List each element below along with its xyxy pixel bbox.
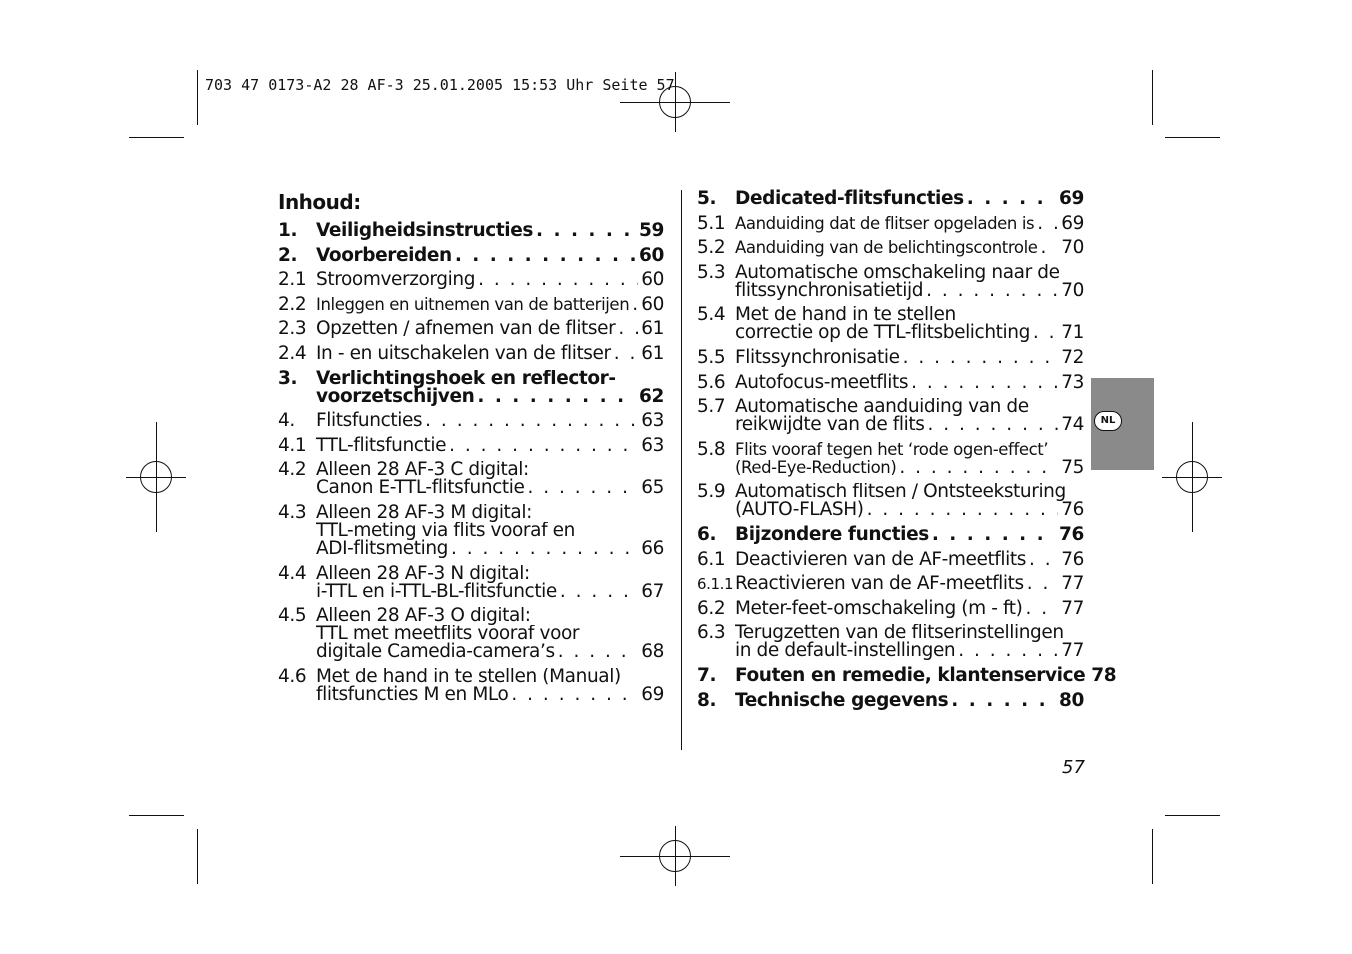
toc-entry-page: 69 bbox=[1059, 188, 1084, 209]
toc-entry-page: 78 bbox=[1091, 664, 1117, 686]
toc-entry bbox=[278, 434, 664, 456]
toc-entry-page: 77 bbox=[1061, 597, 1084, 619]
dot-leader bbox=[478, 271, 638, 289]
toc-entry-page: 60 bbox=[641, 293, 664, 315]
toc-entry-number: 5.2 bbox=[697, 237, 726, 259]
toc-entry bbox=[278, 665, 664, 705]
toc-entry-title-line: flitsfuncties M en MLo bbox=[316, 683, 509, 705]
dot-leader bbox=[618, 320, 638, 338]
toc-entry-title-line: Fouten en remedie, klantenservice bbox=[735, 664, 1086, 686]
toc-entry bbox=[278, 222, 664, 240]
toc-entry-title-line: reikwijdte van de flits bbox=[735, 414, 925, 436]
language-badge: NL bbox=[1094, 411, 1122, 431]
toc-entry-title-line: (AUTO-FLASH) bbox=[735, 499, 864, 521]
toc-entry bbox=[697, 212, 1084, 234]
toc-entry-title-line: digitale Camedia-camera’s bbox=[316, 641, 555, 663]
toc-entry-page: 68 bbox=[641, 641, 664, 663]
toc-entry-title-line: in de default-instellingen bbox=[735, 640, 956, 662]
toc-entry-page: 67 bbox=[641, 580, 664, 602]
toc-entry bbox=[697, 624, 1084, 660]
toc-entry bbox=[278, 501, 664, 559]
toc-entry-page: 66 bbox=[641, 537, 664, 559]
toc-entry bbox=[697, 261, 1084, 301]
toc-entry-page: 70 bbox=[1061, 279, 1084, 301]
toc-entry-page: 73 bbox=[1061, 371, 1084, 393]
toc-entry-page: 60 bbox=[639, 244, 664, 266]
toc-entry-number: 2.2 bbox=[278, 293, 307, 315]
dot-leader bbox=[903, 349, 1059, 367]
toc-entry bbox=[278, 244, 664, 266]
toc-entry-number: 4.6 bbox=[278, 665, 307, 687]
toc-entry-number: 6. bbox=[697, 523, 717, 545]
toc-entry-page: 77 bbox=[1061, 640, 1084, 662]
toc-entry-title-line: Met de hand in te stellen bbox=[735, 306, 956, 325]
toc-entry-number: 6.1.1 bbox=[697, 575, 734, 594]
toc-entry-page: 69 bbox=[1061, 212, 1084, 234]
toc-entry-title-line: Technische gegevens bbox=[735, 689, 949, 711]
toc-entry-title-line: Terugzetten van de flitserinstellingen bbox=[735, 624, 1064, 643]
toc-entry-number: 4.2 bbox=[278, 459, 307, 481]
dot-leader bbox=[1041, 239, 1059, 257]
toc-entry-number: 7. bbox=[697, 664, 717, 686]
toc-entry bbox=[697, 664, 1117, 686]
toc-entry-number: 5.6 bbox=[697, 371, 726, 393]
page-title: Inhoud: bbox=[278, 190, 361, 214]
dot-leader bbox=[928, 416, 1059, 434]
toc-entry-number: 4.3 bbox=[278, 501, 307, 523]
toc-entry bbox=[697, 548, 1084, 570]
toc-entry-title-line: Flits vooraf tegen het ‘rode ogen-effect’ bbox=[735, 440, 1049, 459]
toc-entry-number: 3. bbox=[278, 367, 298, 389]
toc-entry-number: 2.1 bbox=[278, 269, 307, 291]
toc-entry-title-line: Autofocus-meetflits bbox=[735, 371, 909, 393]
toc-entry-title-line: Reactivieren van de AF-meetflits bbox=[735, 573, 1024, 595]
toc-entry bbox=[278, 320, 664, 338]
toc-entry-title-line: Alleen 28 AF-3 O digital: bbox=[316, 607, 531, 626]
toc-entry-page: 61 bbox=[641, 342, 664, 364]
toc-entry-page: 69 bbox=[641, 683, 664, 705]
toc-entry bbox=[697, 597, 1084, 619]
toc-entry-number: 4.4 bbox=[278, 562, 307, 584]
toc-entry-number: 5.3 bbox=[697, 261, 726, 283]
toc-entry-title-line: Flitssynchronisatie bbox=[735, 346, 900, 368]
toc-entry bbox=[278, 367, 664, 407]
toc-entry-page: 62 bbox=[639, 385, 664, 407]
toc-entry-page: 80 bbox=[1059, 689, 1084, 711]
toc-entry-page: 60 bbox=[641, 269, 664, 291]
toc-entry-page: 72 bbox=[1061, 346, 1084, 368]
toc-entry-number: 5.1 bbox=[697, 212, 726, 234]
toc-entry bbox=[697, 575, 1084, 593]
toc-entry-title-line: Deactivieren van de AF-meetflits bbox=[735, 548, 1026, 570]
toc-entry-page: 65 bbox=[641, 477, 664, 499]
crop-mark bbox=[129, 815, 184, 816]
dot-leader bbox=[528, 479, 639, 497]
toc-entry-number: 5. bbox=[697, 188, 717, 209]
toc-entry-title-line: Veiligheidsinstructies bbox=[316, 220, 534, 241]
crop-mark bbox=[1165, 815, 1220, 816]
toc-entry-title-line: In - en uitschakelen van de flitser bbox=[316, 342, 611, 364]
toc-entry-page: 76 bbox=[1061, 499, 1084, 521]
toc-entry-title-line: TTL met meetflits vooraf voor bbox=[316, 625, 580, 644]
toc-entry-title-line: ADI-flitsmeting bbox=[316, 537, 448, 559]
toc-entry-number: 2.3 bbox=[278, 318, 307, 340]
toc-entry-page: 71 bbox=[1061, 322, 1084, 344]
dot-leader bbox=[425, 412, 638, 430]
toc-entry-title-line: Alleen 28 AF-3 C digital: bbox=[316, 461, 529, 480]
toc-entry-number: 2.4 bbox=[278, 342, 307, 364]
crop-mark bbox=[129, 137, 184, 138]
toc-entry-page: 76 bbox=[1059, 523, 1084, 545]
toc-entry bbox=[697, 398, 1084, 434]
page-number: 57 bbox=[1062, 757, 1085, 778]
crop-mark bbox=[197, 70, 198, 125]
toc-entry bbox=[697, 438, 1084, 478]
toc-entry-title-line: Aanduiding van de belichtingscontrole bbox=[735, 238, 1038, 258]
dot-leader bbox=[536, 222, 636, 240]
dot-leader bbox=[1037, 215, 1058, 233]
toc-entry-page: 70 bbox=[1061, 237, 1084, 259]
toc-entry-title-line: Inleggen en uitnemen van de batterijen bbox=[316, 294, 630, 314]
toc-entry bbox=[697, 371, 1084, 393]
dot-leader bbox=[511, 686, 638, 704]
dot-leader bbox=[455, 247, 636, 265]
toc-entry-title-line: Automatische omschakeling naar de bbox=[735, 263, 1060, 282]
dot-leader bbox=[449, 437, 638, 455]
toc-entry bbox=[697, 239, 1084, 257]
toc-entry-page: 74 bbox=[1061, 414, 1084, 436]
toc-entry-title-line: Voorbereiden bbox=[316, 244, 452, 266]
toc-entry bbox=[278, 342, 664, 364]
column-divider bbox=[681, 190, 682, 750]
dot-leader bbox=[451, 540, 638, 558]
toc-entry-title-line: Flitsfuncties bbox=[316, 410, 423, 432]
toc-entry bbox=[278, 461, 664, 497]
toc-entry-title-line: Alleen 28 AF-3 N digital: bbox=[316, 564, 530, 583]
dot-leader bbox=[560, 583, 638, 601]
toc-entry bbox=[278, 293, 664, 315]
print-slug: 703 47 0173-A2 28 AF-3 25.01.2005 15:53 Uhr Seite 57 bbox=[205, 76, 675, 94]
dot-leader bbox=[1027, 575, 1058, 593]
toc-entry-title-line: TTL-meting via flits vooraf en bbox=[316, 521, 575, 540]
dot-leader bbox=[614, 345, 639, 363]
dot-leader bbox=[1029, 551, 1058, 569]
toc-entry-title-line: Automatische aanduiding van de bbox=[735, 398, 1029, 417]
toc-entry-number: 6.2 bbox=[697, 597, 726, 619]
dot-leader bbox=[1033, 324, 1058, 342]
toc-entry-title-line: Verlichtingshoek en reflector- bbox=[316, 369, 616, 388]
dot-leader bbox=[477, 388, 636, 406]
toc-entry bbox=[278, 412, 664, 430]
toc-entry-page: 63 bbox=[641, 410, 664, 432]
toc-entry-number: 6.3 bbox=[697, 622, 726, 644]
toc-entry-page: 61 bbox=[641, 318, 664, 340]
crop-mark bbox=[197, 829, 198, 884]
toc-entry-page: 63 bbox=[641, 434, 664, 456]
toc-entry-number: 5.7 bbox=[697, 396, 726, 418]
toc-entry-title-line: Aanduiding dat de flitser opgeladen is bbox=[735, 213, 1035, 233]
toc-entry-title-line: voorzetschijven bbox=[316, 385, 475, 407]
toc-entry-number: 4.5 bbox=[278, 605, 307, 627]
dot-leader bbox=[899, 459, 1058, 477]
toc-entry-number: 4. bbox=[278, 410, 295, 432]
toc-entry-number: 5.9 bbox=[697, 481, 726, 503]
toc-entry-page: 76 bbox=[1061, 548, 1084, 570]
dot-leader bbox=[926, 282, 1058, 300]
dot-leader bbox=[558, 643, 639, 661]
dot-leader bbox=[958, 642, 1058, 660]
toc-entry-title-line: (Red-Eye-Reduction) bbox=[735, 457, 897, 477]
toc-entry-title-line: Met de hand in te stellen (Manual) bbox=[316, 667, 621, 686]
toc-entry bbox=[278, 562, 664, 602]
toc-entry-number: 2. bbox=[278, 244, 298, 266]
toc-entry-title-line: Bijzondere functies bbox=[735, 523, 929, 545]
toc-entry-number: 5.5 bbox=[697, 346, 726, 368]
toc-entry-page: 75 bbox=[1061, 456, 1084, 478]
toc-entry-title-line: Meter-feet-omschakeling (m - ft) bbox=[735, 597, 1023, 619]
toc-entry-number: 1. bbox=[278, 220, 298, 241]
toc-entry-title-line: Dedicated-flitsfuncties bbox=[735, 188, 964, 209]
toc-entry bbox=[697, 190, 1084, 208]
dot-leader bbox=[932, 526, 1056, 544]
toc-entry-number: 4.1 bbox=[278, 434, 307, 456]
toc-entry bbox=[697, 689, 1084, 711]
dot-leader bbox=[1025, 600, 1058, 618]
toc-entry-title-line: TTL-flitsfunctie bbox=[316, 434, 447, 456]
toc-entry bbox=[697, 523, 1084, 545]
toc-entry-title-line: Alleen 28 AF-3 M digital: bbox=[316, 503, 532, 522]
toc-entry-title-line: i-TTL en i-TTL-BL-flitsfunctie bbox=[316, 580, 557, 602]
toc-entry bbox=[697, 346, 1084, 368]
toc-entry bbox=[697, 483, 1084, 519]
toc-entry-title-line: Stroomverzorging bbox=[316, 269, 476, 291]
toc-entry-title-line: Canon E-TTL-flitsfunctie bbox=[316, 477, 525, 499]
toc-left-column bbox=[278, 222, 664, 710]
toc-entry-number: 6.1 bbox=[697, 548, 726, 570]
toc-entry-title-line: flitssynchronisatietijd bbox=[735, 279, 924, 301]
toc-entry-number: 8. bbox=[697, 689, 717, 711]
dot-leader bbox=[632, 296, 638, 314]
toc-entry-title-line: Opzetten / afnemen van de flitser bbox=[316, 318, 616, 340]
dot-leader bbox=[911, 374, 1058, 392]
toc-entry-page: 77 bbox=[1061, 573, 1084, 595]
toc-entry-title-line: correctie op de TTL-flitsbelichting bbox=[735, 322, 1030, 344]
toc-entry bbox=[278, 607, 664, 661]
dot-leader bbox=[967, 190, 1056, 208]
crop-mark bbox=[1152, 70, 1153, 125]
dot-leader bbox=[867, 501, 1059, 519]
toc-entry-title-line: Automatisch flitsen / Ontsteeksturing bbox=[735, 483, 1066, 502]
toc-entry-number: 5.4 bbox=[697, 304, 726, 326]
toc-entry-page: 59 bbox=[639, 220, 664, 241]
crop-mark bbox=[1165, 137, 1220, 138]
crop-mark bbox=[1152, 829, 1153, 884]
toc-entry bbox=[278, 271, 664, 289]
dot-leader bbox=[951, 692, 1056, 710]
toc-entry bbox=[697, 306, 1084, 342]
toc-entry-number: 5.8 bbox=[697, 438, 726, 460]
